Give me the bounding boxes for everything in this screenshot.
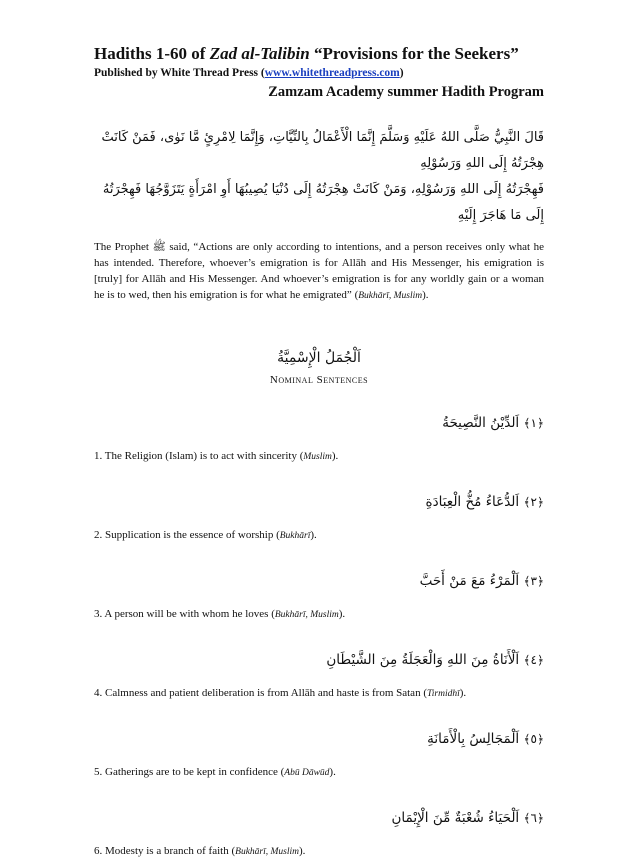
hadith-english-text: 4. Calmness and patient deliberation is from Allāh and haste is from Satan ( <box>94 687 427 699</box>
hadith-arabic-text: اَلدُّعَاءُ مُخُّ الْعِبَادَةِ <box>425 494 520 510</box>
publisher-line <box>94 66 544 81</box>
hadith-english-text: 5. Gatherings are to be kept in confidence ( <box>94 766 285 778</box>
hadith-english <box>94 527 544 544</box>
hadith-source: Muslim <box>303 452 332 462</box>
hadith-arabic <box>94 649 544 671</box>
hadith-source: Bukhārī <box>279 531 311 541</box>
intro-hadith-english <box>94 239 544 304</box>
hadith-arabic <box>94 412 544 434</box>
hadith-english-end: ). <box>329 766 336 778</box>
hadith-arabic <box>94 570 544 592</box>
intro-english-end: ). <box>422 289 429 301</box>
hadith-item <box>94 649 544 702</box>
hadith-item <box>94 807 544 860</box>
hadith-number: ﴿٦﴾ <box>523 811 544 825</box>
hadith-english <box>94 764 544 781</box>
hadith-english <box>94 685 544 702</box>
intro-arabic-line-2: فَهِجْرَتُهُ إِلَى اللهِ وَرَسُوْلِهِ، وَمَنْ كَانَتْ هِجْرَتُهُ إِلَى دُنْيَا يُصِيبُهَا أَوِ امْرَأَةٍ يَتَزَوَّجُهَا فَهِجْرَتُهُ إِلَى مَا هَاجَرَ إِلَيْهِ <box>102 182 544 223</box>
program-title: Zamzam Academy summer Hadith Program <box>268 84 544 100</box>
intro-english-text: The Prophet ﷺ said, “Actions are only according to intentions, and a person receives only what he has intended. Therefore, whoever’s emigration is for Allāh and His Messenger, his emigration is [truly] for Allāh and His Messenger. And whoever’s emigration is for any worldly gain or a woman he is to wed, then his emigration is for what he emigrated” ( <box>94 241 545 301</box>
hadith-number: ﴿٤﴾ <box>523 653 544 667</box>
hadith-arabic <box>94 491 544 513</box>
hadith-number: ﴿٢﴾ <box>523 495 544 509</box>
hadith-english <box>94 448 544 465</box>
hadith-arabic-text: اَلْأَنَاةُ مِنَ اللهِ وَالْعَجَلَةُ مِنَ الشَّيْطَانِ <box>326 652 520 668</box>
publisher-suffix: ) <box>399 67 404 79</box>
page-title <box>94 44 544 64</box>
section-heading-english: Nominal Sentences <box>269 374 369 386</box>
hadith-arabic-text: اَلدِّيْنُ النَّصِيحَةُ <box>442 415 520 431</box>
hadith-english-end: ). <box>338 608 346 620</box>
hadith-english-text: 2. Supplication is the essence of worship ( <box>94 529 280 541</box>
hadith-arabic-text: اَلْمَجَالِسُ بِالْأَمَانَةِ <box>427 731 520 747</box>
publisher-link[interactable]: www.whitethreadpress.com <box>264 67 400 79</box>
title-suffix: “Provisions for the Seekers” <box>309 44 519 63</box>
hadith-source: Bukhārī, Muslim <box>274 610 339 620</box>
hadith-source: Tirmidhī <box>426 689 460 699</box>
hadith-arabic <box>94 728 544 750</box>
book-title: Zad al-Talibin <box>209 44 310 63</box>
title-prefix: Hadiths 1-60 of <box>94 44 210 63</box>
hadith-number: ﴿١﴾ <box>523 416 544 430</box>
hadith-english-text: 3. A person will be with whom he loves ( <box>94 608 275 620</box>
publisher-prefix: Published by White Thread Press ( <box>94 67 265 79</box>
hadith-number: ﴿٣﴾ <box>523 574 544 588</box>
hadith-english-end: ). <box>331 450 339 462</box>
hadith-list <box>94 412 544 860</box>
hadith-source: Abū Dāwūd <box>284 768 330 778</box>
hadith-english-text: 1. The Religion (Islam) is to act with sincerity ( <box>94 450 304 462</box>
hadith-english-end: ). <box>310 529 317 541</box>
hadith-english <box>94 606 544 623</box>
intro-hadith-arabic <box>94 125 544 229</box>
hadith-english <box>94 843 544 860</box>
hadith-english-end: ). <box>459 687 467 699</box>
hadith-english-end: ). <box>299 845 306 857</box>
intro-arabic-line-1: قَالَ النَّبِيُّ صَلَّى اللهُ عَلَيْهِ وَسَلَّمَ إِنَّمَا الْأَعْمَالُ بِالنِّيَّاتِ، وَإِنَّمَا لِامْرِئٍ مَّا نَوٰى، فَمَنْ كَانَتْ هِجْرَتُهُ إِلَى اللهِ وَرَسُوْلِهِ <box>101 130 544 171</box>
hadith-item <box>94 728 544 781</box>
intro-source: Bukhārī, Muslim <box>358 291 423 301</box>
hadith-item <box>94 491 544 544</box>
hadith-source: Bukhārī, Muslim <box>235 847 299 857</box>
hadith-number: ﴿٥﴾ <box>523 732 544 746</box>
hadith-arabic-text: اَلْمَرْءُ مَعَ مَنْ أَحَبَّ <box>419 573 520 589</box>
hadith-arabic-text: اَلْحَيَاءُ شُعْبَةٌ مِّنَ الْإِيْمَانِ <box>391 810 520 826</box>
hadith-item <box>94 412 544 465</box>
section-heading-arabic: اَلْجُمَلُ الْإِسْمِيَّةُ <box>277 350 361 366</box>
hadith-item <box>94 570 544 623</box>
hadith-english-text: 6. Modesty is a branch of faith ( <box>94 845 236 857</box>
